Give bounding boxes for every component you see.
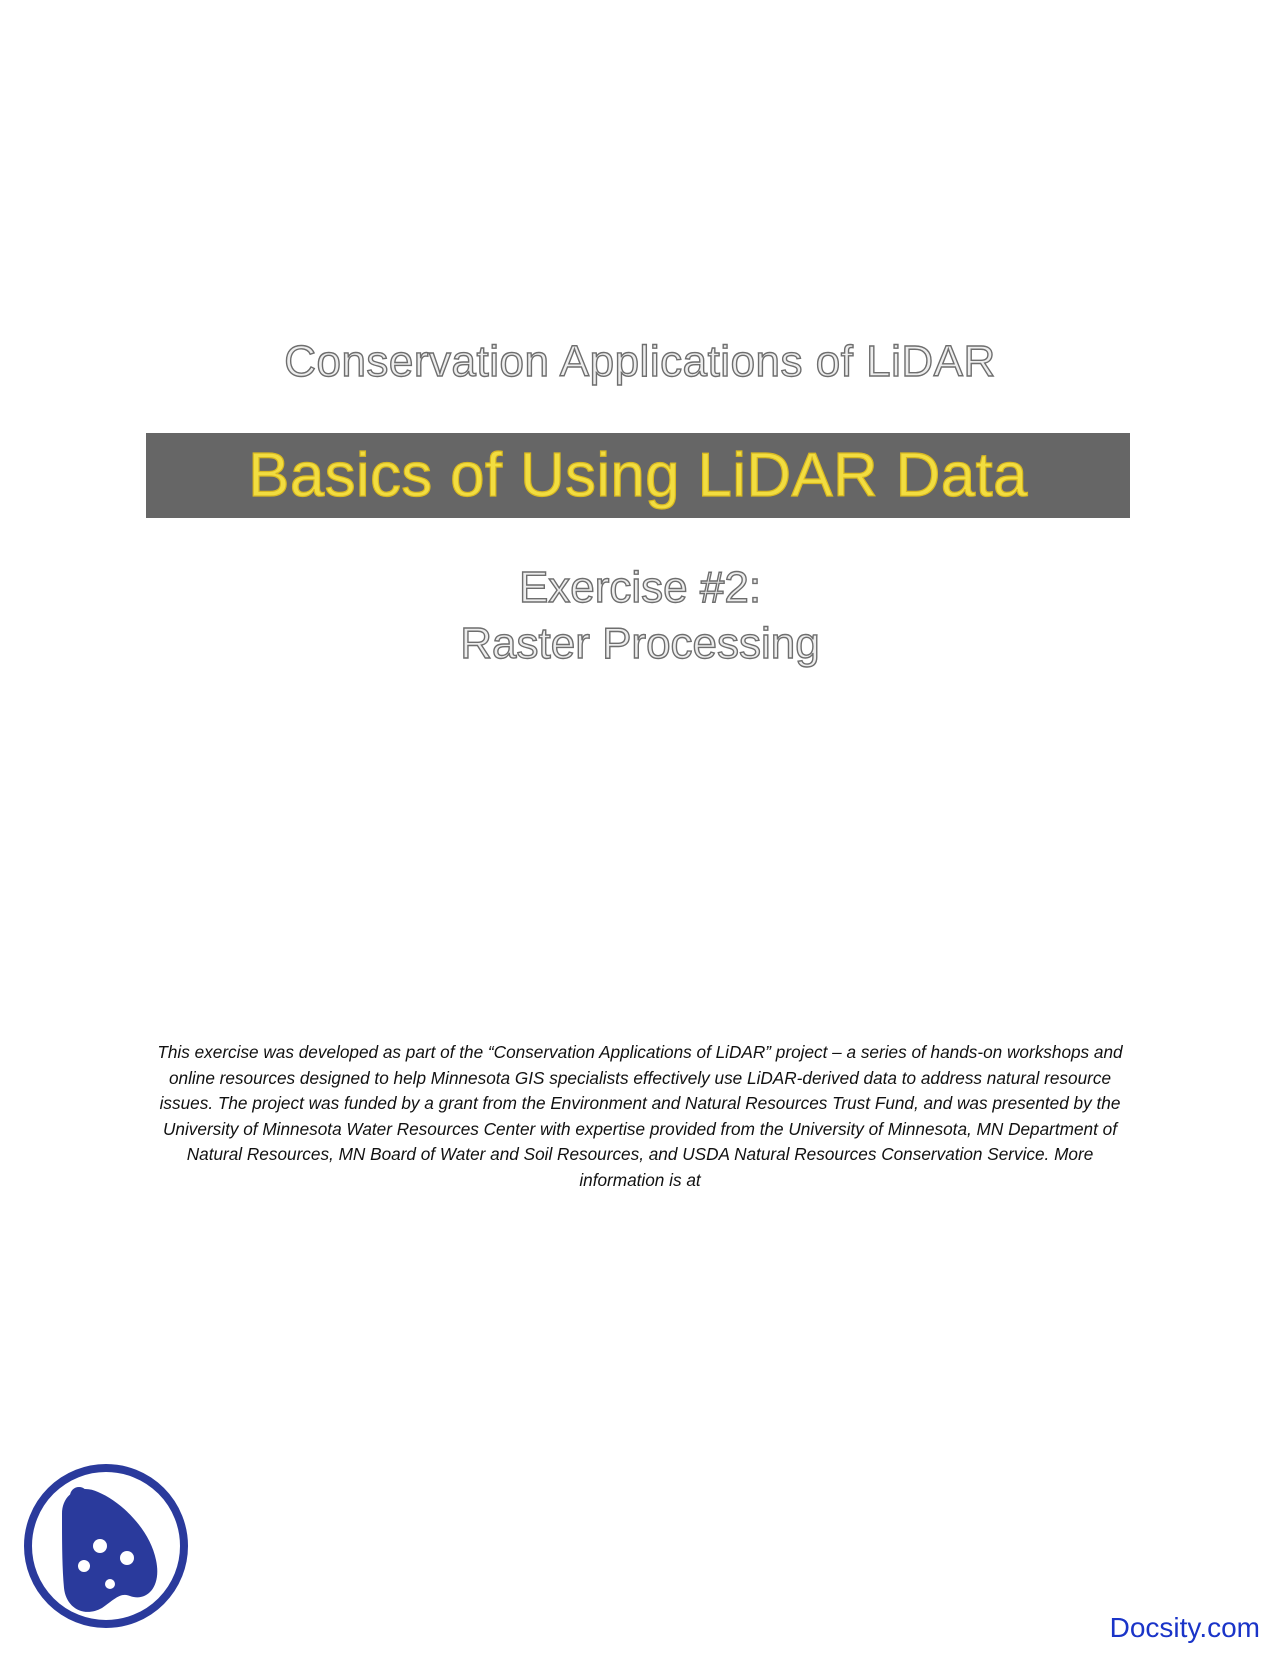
title-banner — [146, 433, 1130, 518]
exercise-heading — [0, 560, 1280, 672]
exercise-number: Exercise #2: — [518, 563, 762, 612]
project-title: Conservation Applications of LiDAR — [284, 337, 996, 386]
docsity-logo-icon — [22, 1462, 190, 1630]
exercise-name: Raster Processing — [460, 619, 820, 668]
project-description: This exercise was developed as part of the “Conservation Applications of LiDAR” project – a series of hands-on workshops and online resources designed to help Minnesota GIS specialists effectively use LiDAR-derived data to address natural resource issues. The project was funded by a grant from the Environment and Natural Resources Trust Fund, and was presented by the University of Minnesota Water Resources Center with expertise provided from the University of Minnesota, MN Department of Natural Resources, MN Board of Water and Soil Resources, and USDA Natural Resources Conservation Service. More information is at — [157, 1042, 1123, 1190]
docsity-brand-link[interactable]: Docsity.com — [1109, 1612, 1260, 1643]
main-title: Basics of Using LiDAR Data — [248, 440, 1028, 510]
